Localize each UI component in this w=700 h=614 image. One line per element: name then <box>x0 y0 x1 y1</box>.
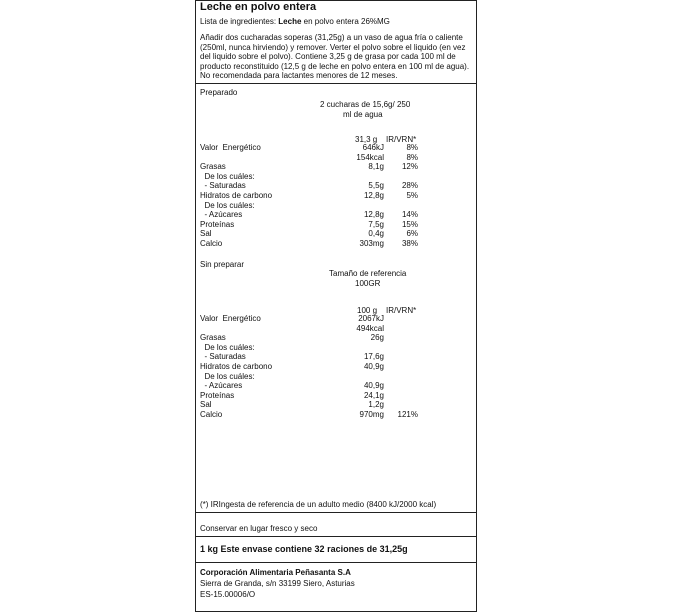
nutrient-value: 24,1g <box>363 390 384 400</box>
nutrient-value: 0,4g <box>368 229 384 239</box>
nutrient-value: 1,2g <box>368 400 384 410</box>
ingredients-highlight: Leche <box>278 17 302 26</box>
prepared-serving-line1: 2 cucharas de 15,6g/ 250 <box>320 100 411 109</box>
unprepared-ref-line1: Tamaño de referencia <box>329 269 407 278</box>
nutrient-percent: 8% <box>406 143 418 152</box>
nutrient-name: Valor Energético <box>200 143 261 152</box>
nutrient-name: Hidratos de carbono <box>200 191 273 200</box>
nutrient-value: 17,6g <box>363 352 384 362</box>
nutrient-percent: 121% <box>397 410 418 419</box>
nutrient-name: Calcio <box>200 410 223 419</box>
instructions: Añadir dos cucharadas soperas (31,25g) a un vaso de agua fría o caliente (250ml, nunca hirviendo) y remover. Verter el polvo sobre el liquido (en vez del liquido sobre el polvo). Contiene 3,25 g de grasa por cada 100 ml de producto reconstituido (12,5 g de leche en polvo entera en 100 ml de agua). No recomendada para lactantes menores de 12 meses. <box>200 33 470 80</box>
nutrient-name: De los cuáles: <box>200 371 255 381</box>
prepared-label: Preparado <box>200 88 238 97</box>
ingredients-prefix: Lista de ingredientes: <box>200 17 279 26</box>
nutrient-percent: 5% <box>406 191 418 200</box>
storage-text: Conservar en lugar fresco y seco <box>200 524 318 533</box>
divider <box>195 562 477 563</box>
nutrient-value: 970mg <box>359 410 384 419</box>
nutrient-name: Grasas <box>200 162 226 172</box>
prepared-col-ir: IR/VRN* <box>386 135 417 144</box>
nutrient-value: 26g <box>370 333 384 343</box>
nutrient-value: 154kcal <box>356 152 384 162</box>
company-name: Corporación Alimentaria Peñasanta S.A <box>200 568 351 577</box>
nutrient-percent: 14% <box>401 210 418 220</box>
unprepared-label: Sin preparar <box>200 260 245 269</box>
nutrient-name: Sal <box>200 400 212 410</box>
nutrient-value: 12,8g <box>363 210 384 220</box>
nutrient-name: - Saturadas <box>200 352 246 362</box>
nutrient-value: 40,9g <box>363 381 384 391</box>
nutrient-name: Proteínas <box>200 390 235 400</box>
nutrient-name: Hidratos de carbono <box>200 362 273 371</box>
nutrient-percent: 38% <box>401 239 418 248</box>
nutrient-name: Calcio <box>200 239 223 248</box>
divider <box>195 512 477 513</box>
package-info: 1 kg Este envase contiene 32 raciones de 31,25g <box>200 544 408 554</box>
nutrient-name: Proteínas <box>200 219 235 229</box>
nutrient-name: De los cuáles: <box>200 171 255 181</box>
product-title: Leche en polvo entera <box>200 1 317 13</box>
nutrient-name: - Azúcares <box>200 210 243 220</box>
nutrient-value: 7,5g <box>368 219 384 229</box>
ingredients-rest: en polvo entera 26%MG <box>301 17 390 26</box>
nutrient-name: Valor Energético <box>200 314 261 323</box>
unprepared-ref-line2: 100GR <box>355 279 381 288</box>
footnote: (*) IRIngesta de referencia de un adulto medio (8400 kJ/2000 kcal) <box>200 500 437 509</box>
nutrient-name: - Azúcares <box>200 381 243 391</box>
nutrient-name: De los cuáles: <box>200 342 255 352</box>
divider <box>195 536 477 537</box>
nutrient-percent: 15% <box>401 219 418 229</box>
nutrient-value: 646kJ <box>362 143 384 152</box>
nutrient-name: Grasas <box>200 333 226 343</box>
divider <box>195 83 477 84</box>
nutrient-name: - Saturadas <box>200 181 246 191</box>
nutrient-name: Sal <box>200 229 212 239</box>
prepared-serving-line2: ml de agua <box>343 110 383 119</box>
nutrient-value: 8,1g <box>368 162 384 172</box>
nutrient-value: 303mg <box>359 239 384 248</box>
nutrient-percent: 28% <box>401 181 418 191</box>
prepared-col-qty: 31,3 g <box>355 135 378 144</box>
nutrient-value: 494kcal <box>356 323 384 333</box>
nutrient-percent: 12% <box>401 162 418 172</box>
company-address: Sierra de Granda, s/n 33199 Siero, Asturias <box>200 579 355 588</box>
nutrient-value: 2067kJ <box>358 314 384 323</box>
ingredients-line <box>200 17 390 27</box>
unprepared-col-ir: IR/VRN* <box>386 306 417 315</box>
nutrient-value: 5,5g <box>368 181 384 191</box>
nutrient-value: 12,8g <box>363 191 384 200</box>
nutrient-percent: 6% <box>406 229 418 239</box>
nutrient-percent: 8% <box>406 152 418 162</box>
nutrient-name: De los cuáles: <box>200 200 255 210</box>
unprepared-col-qty: 100 g <box>357 306 378 315</box>
nutrient-value: 40,9g <box>363 362 384 371</box>
company-code: ES-15.00006/O <box>200 590 256 599</box>
